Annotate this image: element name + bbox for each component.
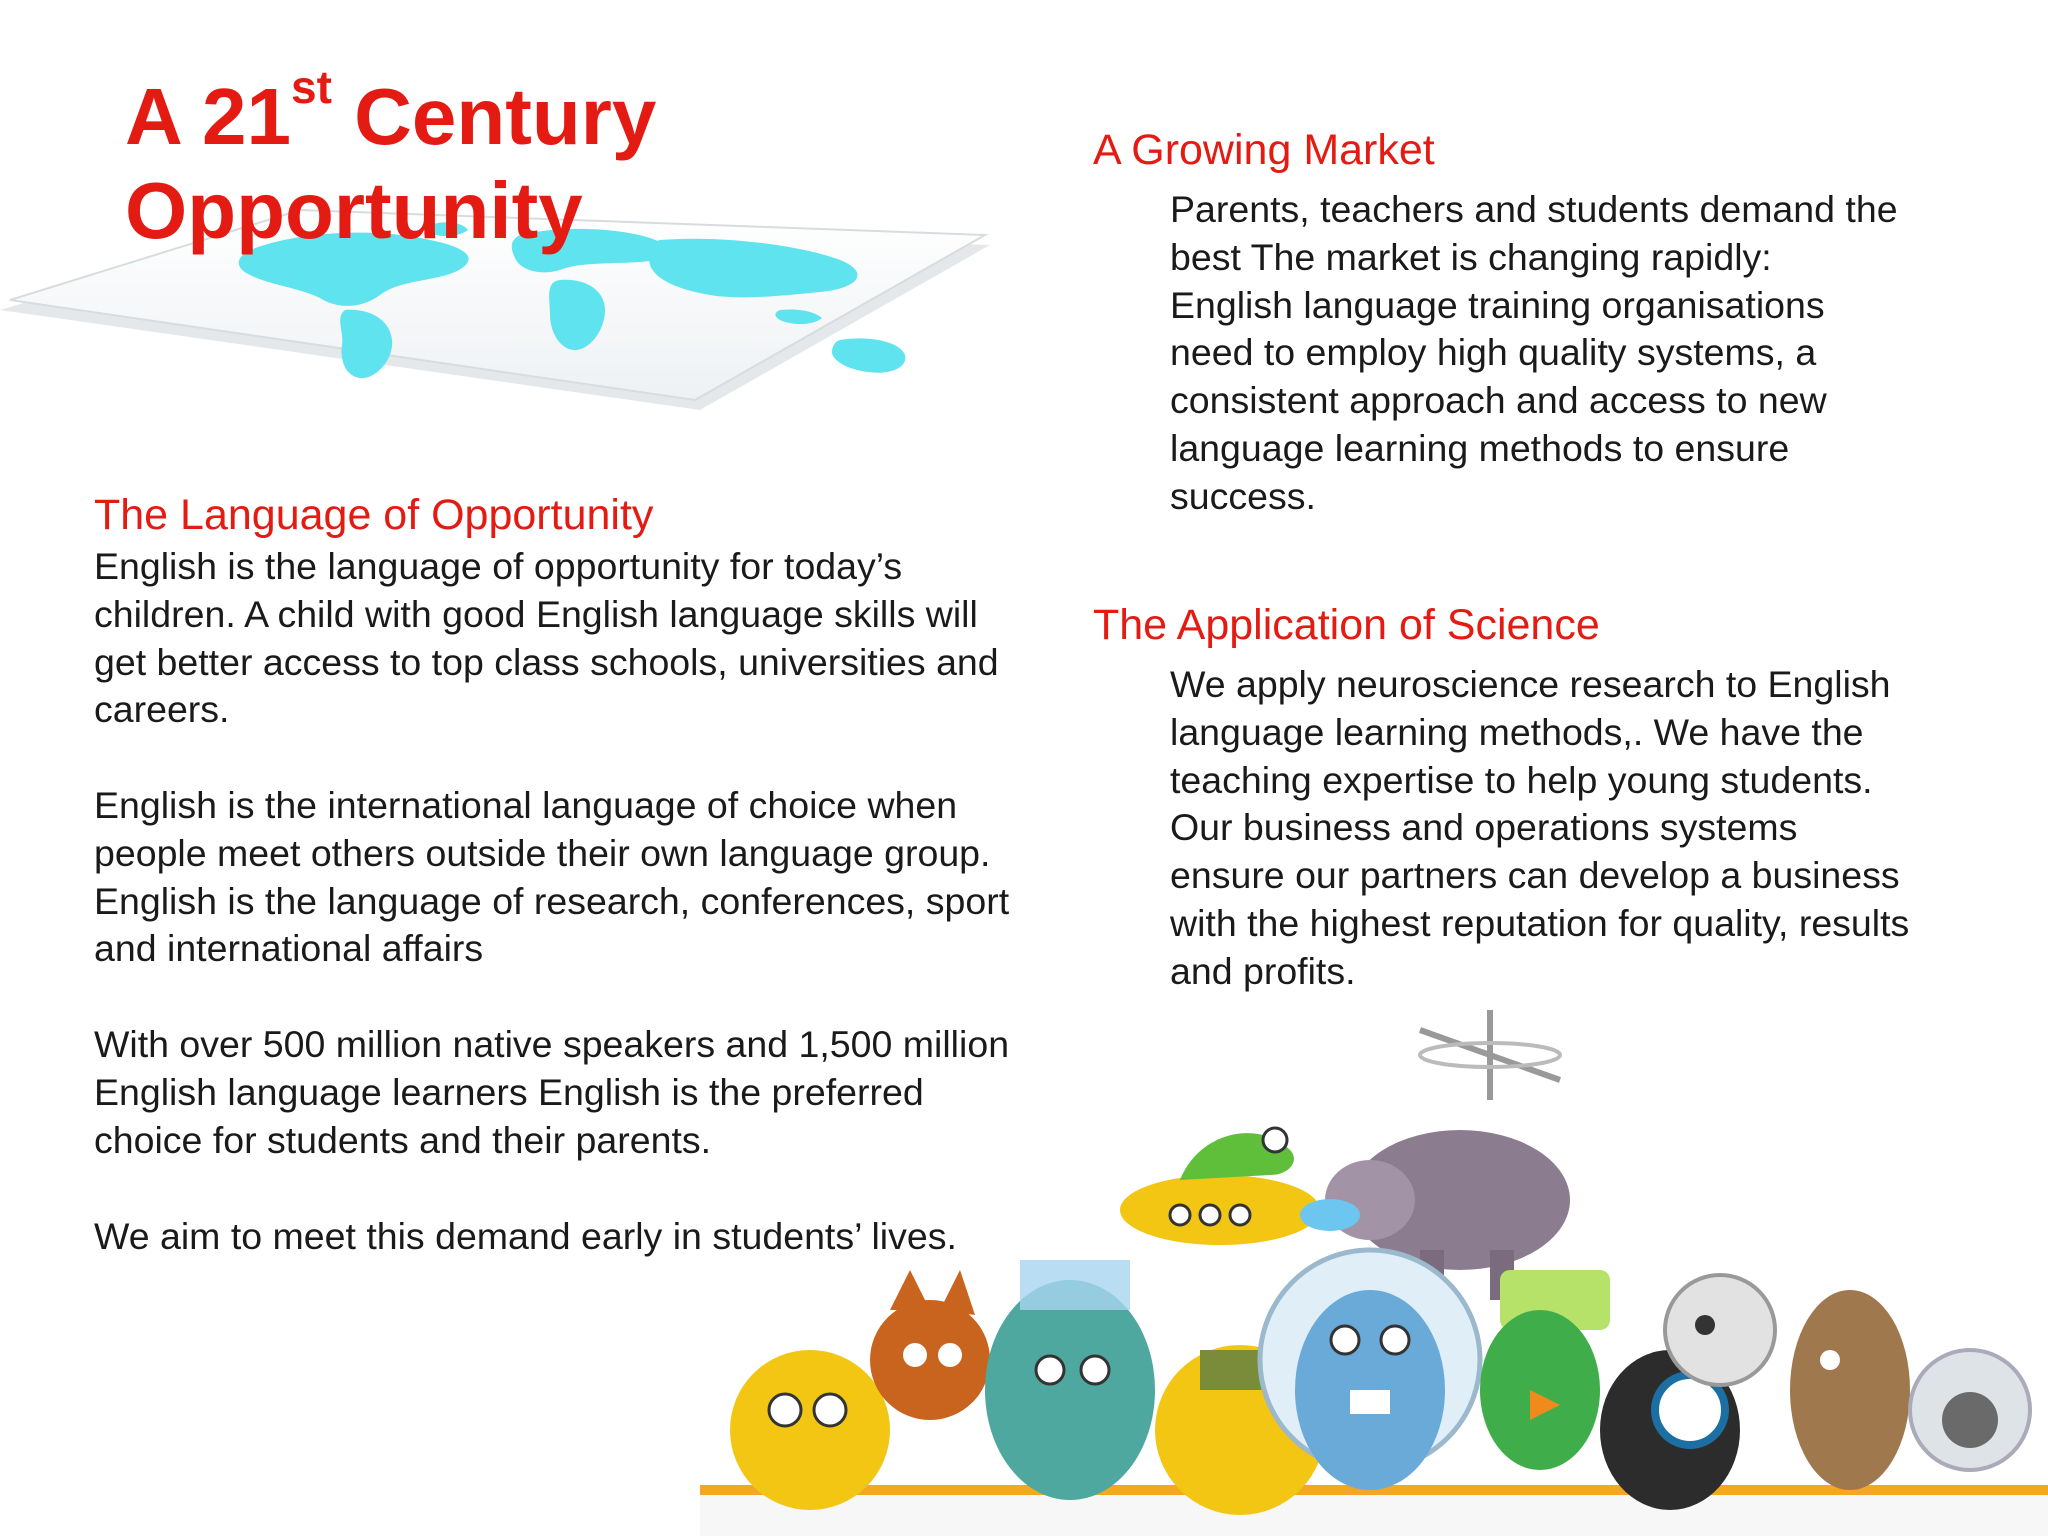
- text-line: ensure our partners can develop a business: [1170, 854, 1900, 897]
- title-superscript: st: [291, 61, 332, 113]
- text-line: English is the language of opportunity for today’s: [94, 545, 903, 587]
- text-line: careers.: [94, 688, 230, 731]
- text-line: people meet others outside their own language group.: [94, 831, 991, 874]
- language-opportunity-heading: The Language of Opportunity: [94, 491, 654, 539]
- title-line2: Opportunity: [125, 166, 583, 255]
- title-line1-prefix: A 21: [125, 72, 292, 161]
- text-line: success.: [1170, 474, 1316, 517]
- left-paragraph-2: [94, 782, 1009, 973]
- text-line: choice for students and their parents.: [94, 1118, 712, 1161]
- text-line: Parents, teachers and students demand the: [1170, 188, 1898, 230]
- text-line: Our business and operations systems: [1170, 806, 1798, 849]
- text-line: with the highest reputation for quality, results: [1170, 901, 1910, 944]
- text-line: get better access to top class schools, universities and: [94, 640, 999, 683]
- text-line: English is the language of research, conferences, sport: [94, 879, 1010, 922]
- application-science-heading: The Application of Science: [1093, 601, 1600, 649]
- text-line: need to employ high quality systems, a: [1170, 331, 1817, 374]
- text-line: We aim to meet this demand early in students’ lives.: [94, 1215, 957, 1257]
- text-line: We apply neuroscience research to English: [1170, 663, 1891, 705]
- growing-market-heading: A Growing Market: [1093, 126, 1435, 174]
- growing-market-text: [1170, 186, 1898, 521]
- text-line: With over 500 million native speakers and 1,500 million: [94, 1023, 1010, 1065]
- text-line: English language learners English is the preferred: [94, 1070, 924, 1113]
- slide-title: [125, 61, 657, 258]
- text-line: consistent approach and access to new: [1170, 379, 1827, 422]
- cartoon-characters-illustration: [700, 1010, 2048, 1536]
- left-paragraph-1: [94, 543, 999, 734]
- text-line: and profits.: [1170, 949, 1356, 992]
- text-line: English is the international language of choice when: [94, 784, 958, 826]
- application-science-text: [1170, 661, 1909, 996]
- text-line: children. A child with good English language skills will: [94, 592, 978, 635]
- text-line: English language training organisations: [1170, 283, 1825, 326]
- text-line: language learning methods to ensure: [1170, 426, 1790, 469]
- text-line: teaching expertise to help young students.: [1170, 758, 1873, 801]
- text-line: and international affairs: [94, 927, 484, 970]
- title-line1-suffix: Century: [331, 72, 657, 161]
- text-line: best The market is changing rapidly:: [1170, 235, 1772, 278]
- text-line: language learning methods,. We have the: [1170, 710, 1864, 753]
